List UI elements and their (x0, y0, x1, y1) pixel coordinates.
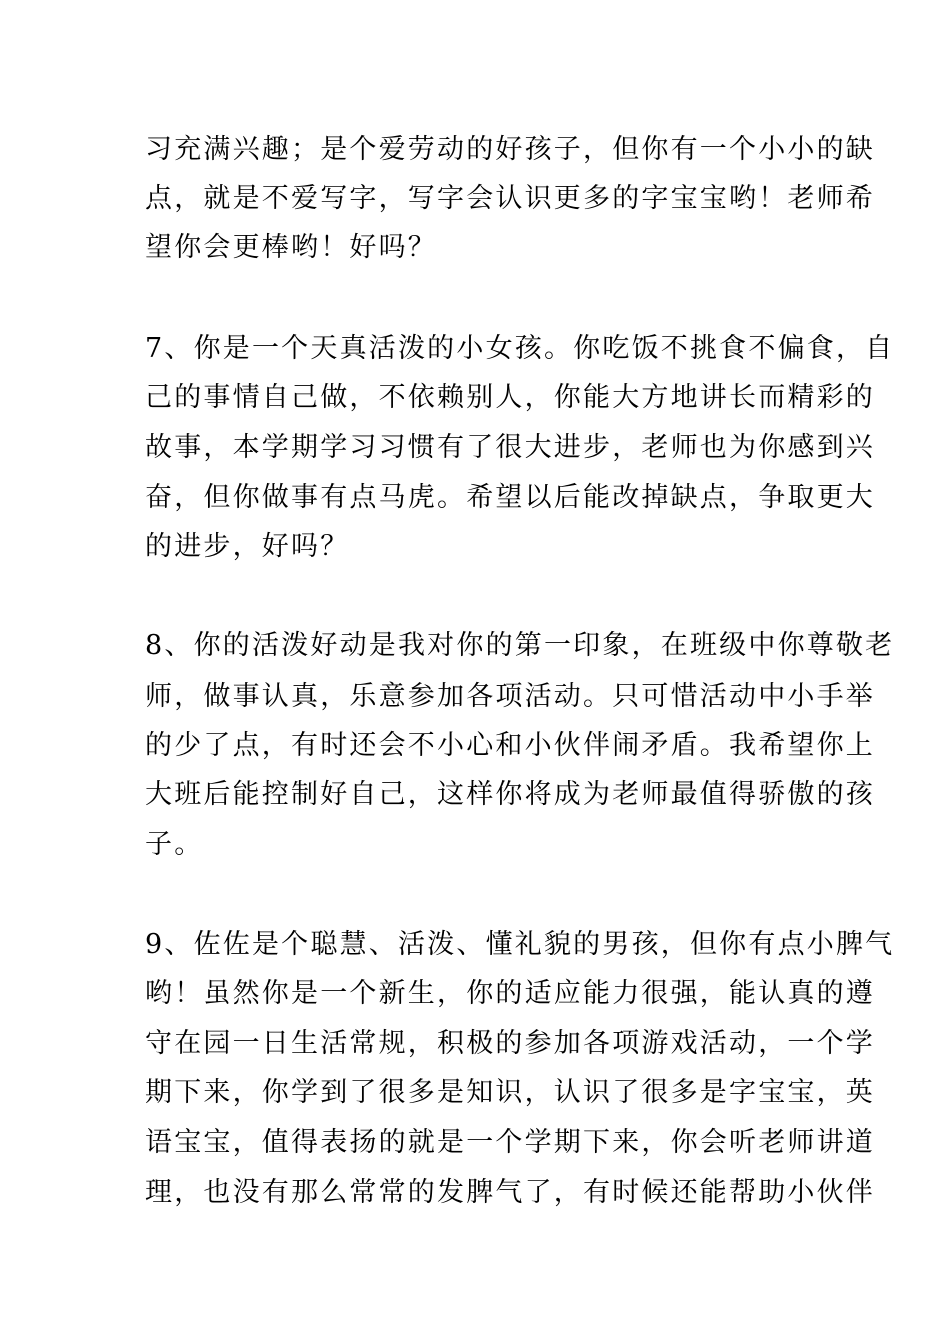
paragraph-9-line-5: 语宝宝，值得表扬的就是一个学期下来，你会听老师讲道 (145, 1127, 875, 1158)
paragraph-7-line-4: 奋，但你做事有点马虎。希望以后能改掉缺点，争取更大 (145, 482, 875, 513)
paragraph-8-line-4: 大班后能控制好自己，这样你将成为老师最值得骄傲的孩 (145, 779, 875, 810)
paragraph-9-line-2: 哟！虽然你是一个新生，你的适应能力很强，能认真的遵 (145, 978, 875, 1009)
paragraph-7-line-3: 故事，本学期学习习惯有了很大进步，老师也为你感到兴 (145, 432, 875, 463)
paragraph-9-line-1: 9、佐佐是个聪慧、活泼、懂礼貌的男孩，但你有点小脾气 (145, 929, 895, 960)
paragraph-9-line-4: 期下来，你学到了很多是知识，认识了很多是字宝宝，英 (145, 1077, 875, 1108)
paragraph-7-line-2: 己的事情自己做，不依赖别人，你能大方地讲长而精彩的 (145, 382, 875, 413)
paragraph-9-line-6: 理，也没有那么常常的发脾气了，有时候还能帮助小伙伴 (145, 1177, 875, 1208)
paragraph-8-line-5: 子。 (145, 829, 204, 860)
paragraph-7-line-5: 的进步，好吗？ (145, 531, 350, 562)
paragraph-1-line-2: 点，就是不爱写字，写字会认识更多的字宝宝哟！老师希 (145, 183, 875, 214)
paragraph-8-line-3: 的少了点，有时还会不小心和小伙伴闹矛盾。我希望你上 (145, 730, 875, 761)
paragraph-1-line-1: 习充满兴趣；是个爱劳动的好孩子，但你有一个小小的缺 (145, 134, 875, 165)
paragraph-8-line-2: 师，做事认真，乐意参加各项活动。只可惜活动中小手举 (145, 681, 875, 712)
paragraph-1-line-3: 望你会更棒哟！好吗？ (145, 232, 437, 263)
paragraph-8-line-1: 8、你的活泼好动是我对你的第一印象，在班级中你尊敬老 (145, 630, 895, 661)
paragraph-9-line-3: 守在园一日生活常规，积极的参加各项游戏活动，一个学 (145, 1028, 875, 1059)
paragraph-7-line-1: 7、你是一个天真活泼的小女孩。你吃饭不挑食不偏食，自 (145, 333, 895, 364)
